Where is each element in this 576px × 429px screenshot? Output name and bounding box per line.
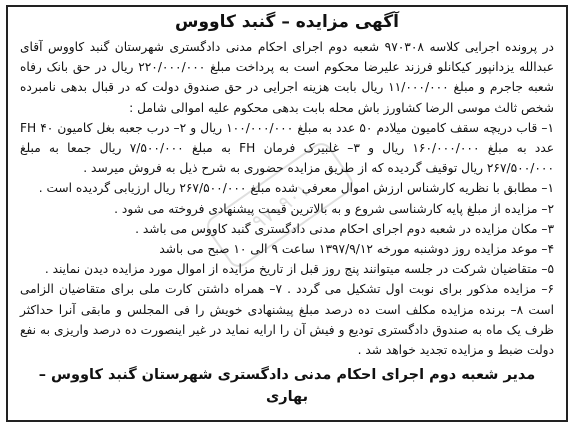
notice-intro: در پرونده اجرایی کلاسه ۹۷۰۳۰۸ شعبه دوم اجرای احکام مدنی دادگستری شهرستان گنبد کاووس آقای عبدالله یزدانپور کیکانلو فرزند علیرضا محکوم است به پرداخت مبلغ ۲۲۰/۰۰۰/۰۰۰ ریال در حق بانک رفاه شعبه جاجرم و مبلغ ۱۱/۰۰۰/۰۰۰ ریال بابت هزینه اجرایی در حق صندوق دولت که در قبال بدهی نامبرده شخص ثالث موسی الرضا کشاورز باش محله بابت بدهی محکوم علیه اموالی شامل : [20, 40, 554, 115]
notice-item-2: ۲– مزایده از مبلغ پایه کارشناسی شروع و به بالاترین قیمت پیشنهادی فروخته می شود . [114, 201, 554, 216]
notice-item-assets: ۱– قاب دریچه سقف کامیون میلادم ۵۰ عدد به مبلغ ۱۰۰/۰۰۰/۰۰۰ ریال و ۲– درب جعبه بغل کامیون FH ۴۰ عدد به مبلغ ۱۶۰/۰۰۰/۰۰۰ ریال و ۳– غلبیرک فرمان FH به مبلغ ۷/۵۰۰/۰۰۰ ریال جمعا به مبلغ ۲۶۷/۵۰۰/۰۰۰ ریال توقیف گردیده که از طریق مزایده حضوری به شرح ذیل به فروش میرسد . [20, 120, 555, 176]
watermark-text: ۹۷۰۹۰۱ [247, 177, 314, 235]
notice-signature: مدیر شعبه دوم اجرای احکام مدنی دادگستری شهرستان گنبد کاووس – بهاری [38, 367, 536, 406]
notice-item-5: ۵– متقاضیان شرکت در جلسه میتوانند پنج روز قبل از تاریخ مزایده از اموال مورد مزایده دیدن نمایند . [44, 262, 554, 277]
notice-item-4: ۴– موعد مزایده روز دوشنبه مورخه ۱۳۹۷/۹/۱۲ ساعت ۹ الی ۱۰ صبح می باشد [159, 242, 554, 257]
notice-item-1: ۱– مطابق با نظریه کارشناس ارزش اموال معرفی شده مبلغ ۲۶۷/۵۰۰/۰۰۰ ریال ارزیابی گردیده است . [38, 181, 554, 196]
notice-title: آگهی مزایده – گنبد کاووس [175, 12, 399, 32]
notice-item-6-8: ۶– مزایده مذکور برای نوبت اول تشکیل می گردد . ۷– همراه داشتن کارت ملی برای متقاضیان الزامی است ۸– برنده مزایده مکلف است ده درصد مبلغ پیشنهادی خویش را فی المجلس و مابقی آنرا حداکثر ظرف یک ماه به صندوق دادگستری تودیع و فیش آن را ارایه نماید در غیر اینصورت ده درصد واریزی به نفع دولت ضبط و مزایده تجدید خواهد شد . [20, 282, 554, 358]
notice-item-3: ۳– مکان مزایده در شعبه دوم اجرای احکام مدنی دادگستری گنبد کاووس می باشد . [135, 221, 554, 236]
auction-notice [6, 5, 568, 422]
